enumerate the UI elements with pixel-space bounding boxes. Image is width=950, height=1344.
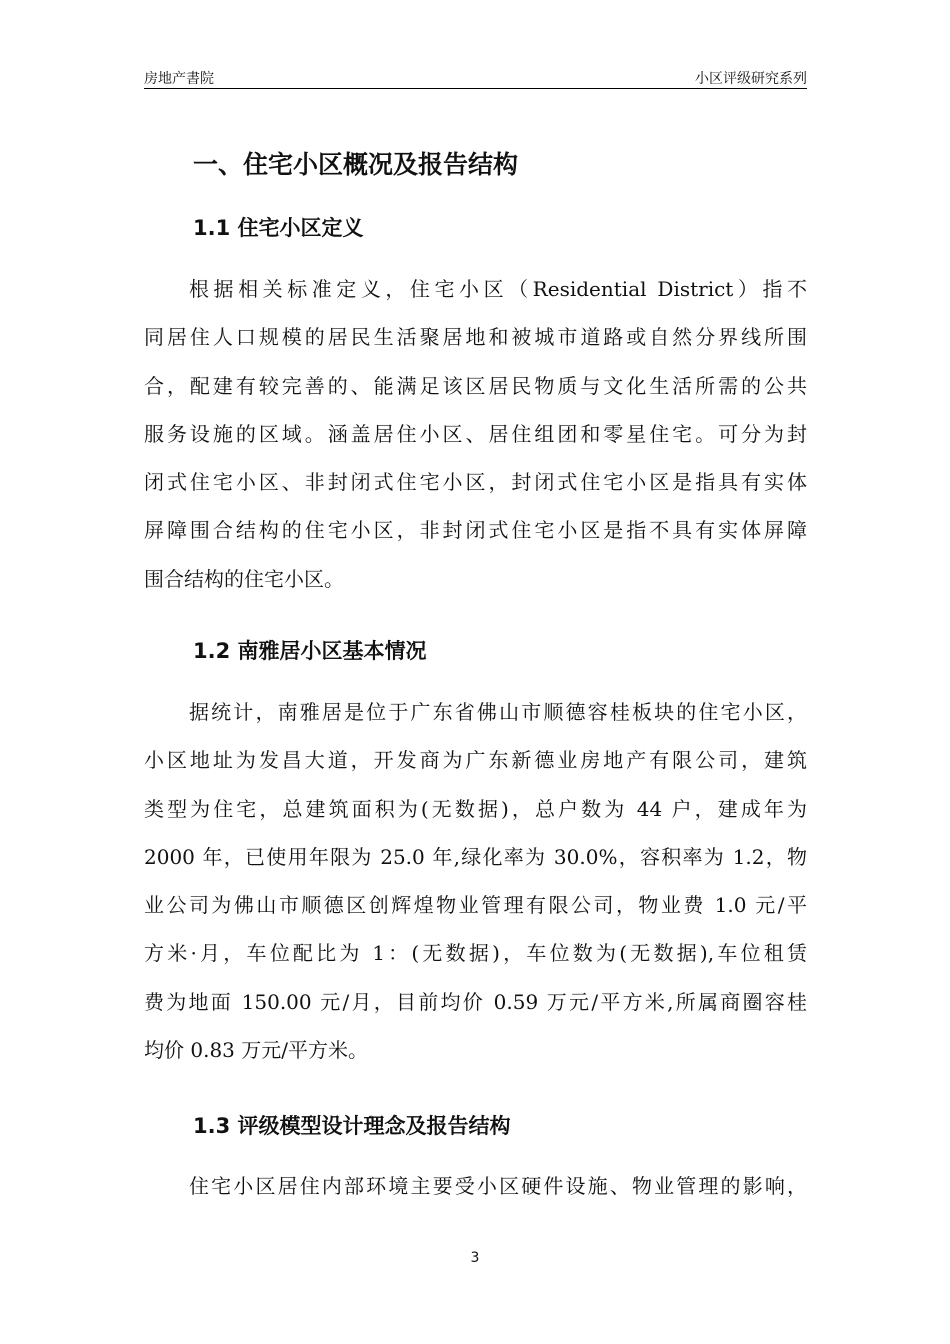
paragraph-line: 据统计，南雅居是位于广东省佛山市顺德容桂板块的住宅小区， — [189, 700, 807, 724]
paragraph-line: 业公司为佛山市顺德区创辉煌物业管理有限公司，物业费 1.0 元/平 — [144, 893, 807, 918]
header-series-title: 小区评级研究系列 — [695, 71, 807, 87]
paragraph-line: 类型为住宅，总建筑面积为(无数据)，总户数为 44 户，建成年为 — [144, 796, 807, 821]
page-header — [144, 66, 807, 89]
paragraph-line: 围合结构的住宅小区。 — [144, 566, 344, 591]
paragraph-line: 方米·月，车位配比为 1：(无数据)，车位数为(无数据),车位租赁 — [144, 941, 807, 966]
paragraph-line: 住宅小区居住内部环境主要受小区硬件设施、物业管理的影响， — [189, 1174, 807, 1198]
paragraph-line: 合，配建有较完善的、能满足该区居民物质与文化生活所需的公共 — [144, 373, 807, 398]
header-publisher: 房地产書院 — [144, 71, 214, 87]
chapter-title: 一、住宅小区概况及报告结构 — [193, 150, 519, 179]
paragraph-residential-district-definition — [144, 265, 807, 603]
paragraph-line: 根据相关标准定义，住宅小区（Residential District）指不 — [189, 277, 807, 301]
paragraph-line: 费为地面 150.00 元/月，目前均价 0.59 万元/平方米,所属商圈容桂 — [144, 989, 807, 1014]
paragraph-community-basic-info — [144, 688, 807, 1074]
paragraph-line: 服务设施的区域。涵盖居住小区、居住组团和零星住宅。可分为封 — [144, 421, 807, 446]
section-title-1-3: 1.3 评级模型设计理念及报告结构 — [193, 1114, 511, 1138]
paragraph-line: 小区地址为发昌大道，开发商为广东新德业房地产有限公司，建筑 — [144, 748, 807, 773]
paragraph-line: 闭式住宅小区、非封闭式住宅小区，封闭式住宅小区是指具有实体 — [144, 470, 807, 495]
paragraph-line: 2000 年，已使用年限为 25.0 年,绿化率为 30.0%，容积率为 1.2，物 — [144, 844, 807, 869]
paragraph-rating-model-design — [144, 1162, 807, 1210]
page-number: 3 — [470, 1250, 480, 1266]
section-title-1-1: 1.1 住宅小区定义 — [193, 216, 364, 240]
paragraph-line: 均价 0.83 万元/平方米。 — [144, 1038, 368, 1063]
paragraph-line: 屏障围合结构的住宅小区，非封闭式住宅小区是指不具有实体屏障 — [144, 518, 807, 543]
paragraph-line: 同居住人口规模的居民生活聚居地和被城市道路或自然分界线所围 — [144, 325, 807, 350]
section-title-1-2: 1.2 南雅居小区基本情况 — [193, 639, 427, 663]
